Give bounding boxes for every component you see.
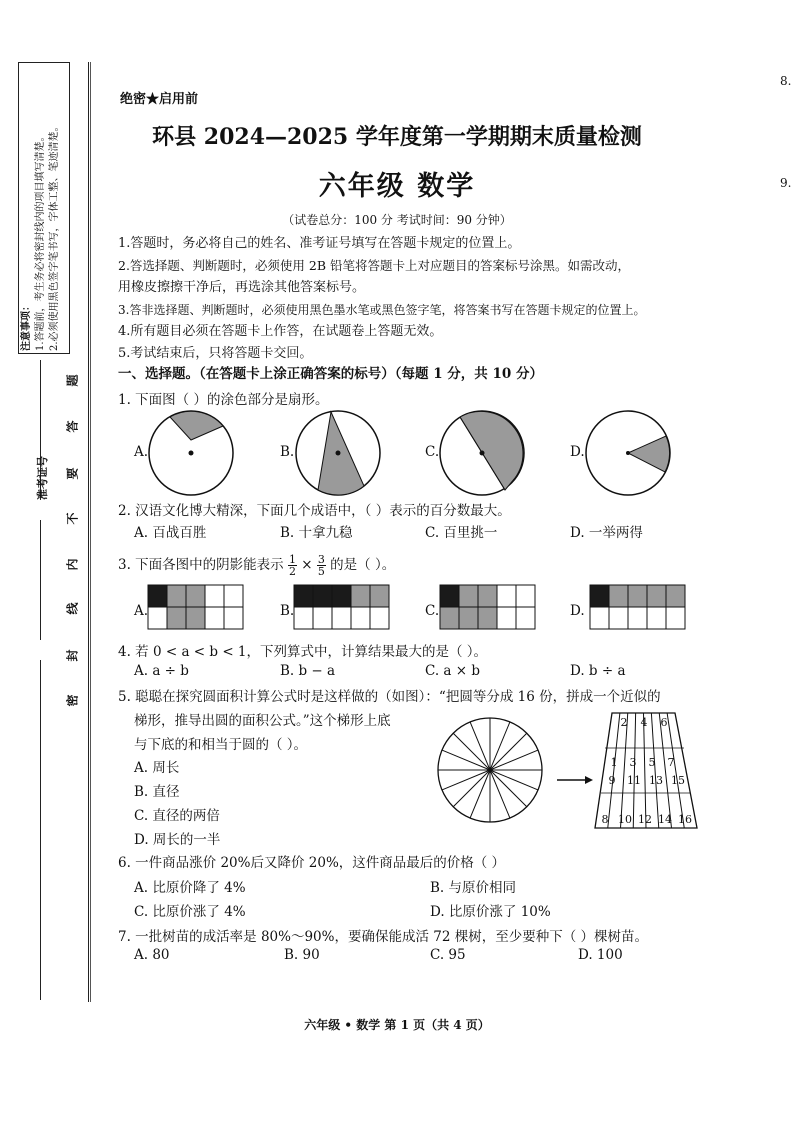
q6-option-d: D. 比原价涨了 10% — [430, 904, 551, 920]
notice-item-2: 2.必须使用黑色签字笔书写，字体工整、笔迹清楚。 — [49, 121, 60, 351]
q5-bot-num: 10 — [618, 813, 632, 826]
next-page-num-9: 9. — [780, 176, 792, 190]
q5-stem-1: 5. 聪聪在探究圆面积计算公式时是这样做的（如图）：“把圆等分成 16 份，拼成一个近似的 — [118, 689, 661, 705]
q3-times: × — [301, 557, 313, 573]
q2-option-b: B. 十拿九稳 — [280, 525, 353, 541]
notice-title: 注意事项： — [21, 301, 32, 351]
exam-subtitle: 六年级 数学 — [318, 171, 476, 202]
q5-arrow-head — [585, 776, 593, 784]
q4-option-a: A. a ÷ b — [134, 663, 189, 679]
q7-option-c: C. 95 — [430, 947, 466, 963]
q5-option-d: D. 周长的一半 — [134, 832, 221, 848]
instruction-line: 1.答题时，务必将自己的姓名、准考证号填写在答题卡规定的位置上。 — [118, 236, 521, 251]
q5-mid-num: 1 — [610, 756, 618, 769]
q6-option-a: A. 比原价降了 4% — [134, 880, 246, 896]
q7-stem: 7. 一批树苗的成活率是 80%～90%，要确保能成活 72 棵树，至少要种下（ ）棵树苗。 — [118, 929, 649, 945]
confidential-label: 绝密★启用前 — [120, 92, 199, 107]
instruction-line: 2.答选择题、判断题时，必须使用 2B 铅笔将答题卡上对应题目的答案标号涂黑。如需改动， — [118, 258, 631, 273]
q5-mid-num: 5 — [648, 756, 656, 769]
q5-top-num: 4 — [640, 716, 648, 729]
q5-option-b: B. 直径 — [134, 784, 180, 800]
q5-stem-2: 梯形，推导出圆的面积公式。”这个梯形上底 — [134, 713, 391, 729]
seal-char: 题 — [65, 374, 80, 387]
q4-option-b: B. b − a — [280, 663, 336, 679]
notice-item-1: 1.答题前，考生务必将密封线内的项目填写清楚。 — [35, 131, 46, 351]
q5-mid-num: 3 — [629, 756, 637, 769]
exam-title: 环县 2024—2025 学年度第一学期期末质量检测 — [152, 124, 642, 150]
section-heading: 一、选择题。（在答题卡上涂正确答案的标号）（每题 1 分，共 10 分） — [118, 366, 543, 382]
q1-label-c: C. — [425, 444, 440, 460]
seal-char: 封 — [65, 649, 80, 662]
q5-mid-num: 15 — [671, 774, 685, 787]
q3-label-c: C. — [425, 603, 440, 619]
instruction-line: 5.考试结束后，只将答题卡交回。 — [118, 346, 313, 361]
seal-char: 答 — [65, 420, 80, 433]
q5-top-num: 6 — [660, 716, 668, 729]
q6-option-c: C. 比原价涨了 4% — [134, 904, 246, 920]
q5-mid-num: 11 — [627, 774, 641, 787]
q6-stem: 6. 一件商品涨价 20%后又降价 20%，这件商品最后的价格（ ） — [118, 855, 506, 871]
exam-meta: （试卷总分：100 分 考试时间：90 分钟） — [282, 213, 512, 227]
q2-stem: 2. 汉语文化博大精深，下面几个成语中，（ ）表示的百分数最大。 — [118, 503, 511, 519]
q5-bot-num: 16 — [678, 813, 692, 826]
q3-fraction-1: $\frac{1}{2}$ — [288, 553, 296, 578]
q3-fraction-2: $\frac{3}{5}$ — [317, 553, 325, 578]
q5-option-a: A. 周长 — [134, 760, 180, 776]
seal-char: 密 — [65, 694, 80, 707]
next-page-num-8: 8. — [780, 74, 792, 88]
seal-char: 线 — [65, 602, 80, 615]
instruction-line: 3.答非选择题、判断题时，必须使用黑色墨水笔或黑色签字笔，将答案书写在答题卡规定的位置上。 — [118, 303, 646, 317]
q2-option-c: C. 百里挑一 — [425, 525, 498, 541]
q7-option-b: B. 90 — [284, 947, 320, 963]
q5-mid-num: 7 — [667, 756, 675, 769]
q3-label-d: D. — [570, 603, 585, 619]
q5-bot-num: 14 — [658, 813, 672, 826]
seal-char: 不 — [65, 512, 80, 525]
q3-label-b: B. — [280, 603, 295, 619]
q3-stem-b: 的是（ ）。 — [330, 557, 396, 573]
q5-stem-3: 与下底的和相当于圆的（ ）。 — [134, 737, 308, 753]
q4-option-d: D. b ÷ a — [570, 663, 626, 679]
q7-option-d: D. 100 — [578, 947, 623, 963]
q3-stem-a: 3. 下面各图中的阴影能表示 — [118, 557, 284, 573]
instruction-line: 4.所有题目必须在答题卡上作答，在试题卷上答题无效。 — [118, 324, 443, 339]
page-footer: 六年级 • 数学 第 1 页（共 4 页） — [304, 1018, 490, 1032]
q1-label-a: A. — [134, 444, 149, 460]
q5-bot-num: 12 — [638, 813, 652, 826]
q2-option-d: D. 一举两得 — [570, 525, 643, 541]
q5-mid-num: 9 — [608, 774, 616, 787]
q1-label-b: B. — [280, 444, 295, 460]
q4-option-c: C. a × b — [425, 663, 481, 679]
instruction-line: 用橡皮擦擦干净后，再选涂其他答案标号。 — [118, 280, 366, 295]
exam-no-label: 准考证号 — [36, 456, 49, 500]
q5-bot-num: 8 — [601, 813, 609, 826]
q6-option-b: B. 与原价相同 — [430, 880, 517, 896]
q5-top-num: 2 — [620, 716, 628, 729]
q5-option-c: C. 直径的两倍 — [134, 808, 220, 824]
seal-char: 内 — [65, 558, 80, 571]
q5-mid-num: 13 — [649, 774, 663, 787]
q1-stem: 1. 下面图（ ）的涂色部分是扇形。 — [118, 392, 329, 408]
q1-label-d: D. — [570, 444, 585, 460]
q4-stem: 4. 若 0 < a < b < 1，下列算式中，计算结果最大的是（ ）。 — [118, 644, 488, 660]
q3-label-a: A. — [134, 603, 149, 619]
q7-option-a: A. 80 — [134, 947, 170, 963]
seal-char: 要 — [65, 467, 80, 480]
q2-option-a: A. 百战百胜 — [134, 525, 207, 541]
